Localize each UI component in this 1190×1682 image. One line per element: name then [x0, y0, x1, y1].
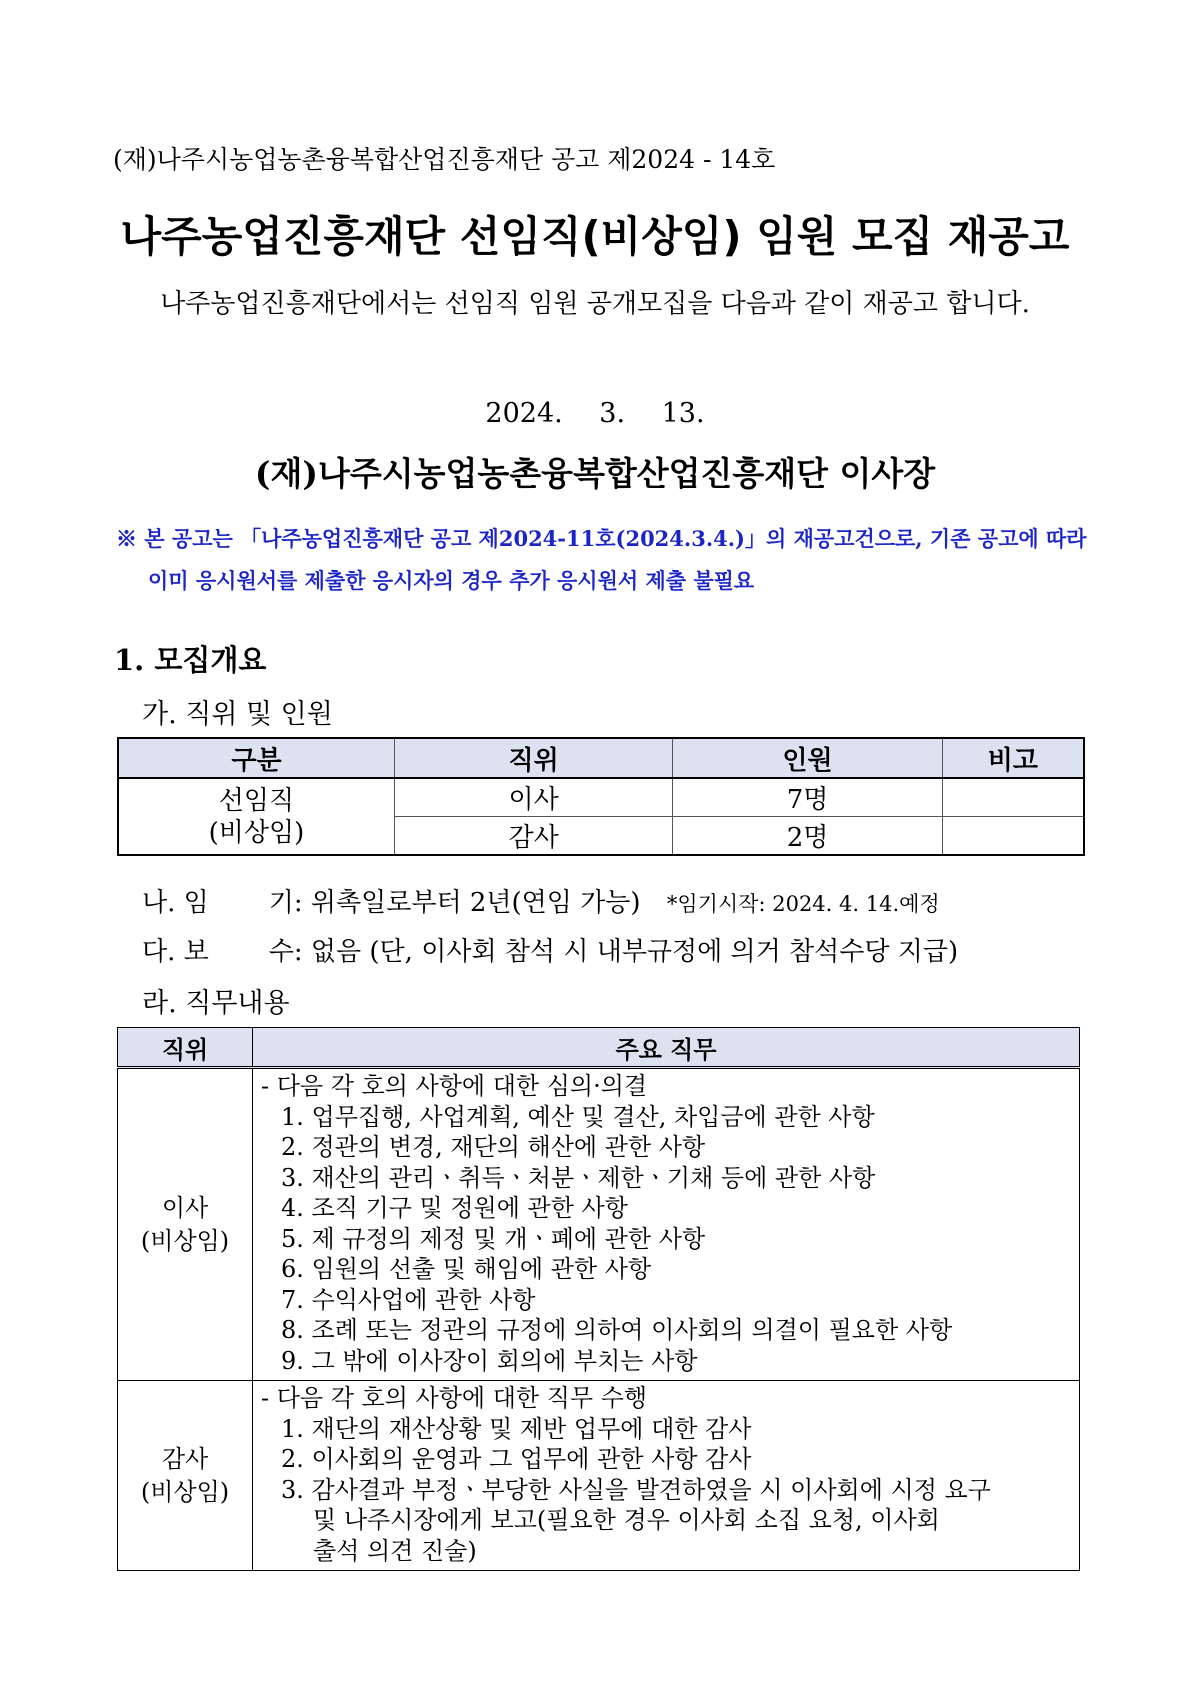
- term-label-end: 기:: [268, 888, 303, 918]
- duty-item: 6. 임원의 선출 및 해임에 관한 사항: [281, 1255, 652, 1283]
- role-cell-director: [118, 1068, 253, 1381]
- duty-intro: - 다음 각 호의 사항에 대한 직무 수행: [261, 1384, 648, 1412]
- table-row: [118, 1068, 1080, 1381]
- category-label: 선임직: [218, 785, 295, 816]
- role-sub-label: (비상임): [140, 1226, 230, 1255]
- role-label: 이사: [161, 1193, 209, 1222]
- page-title: 나주농업진흥재단 선임직(비상임) 임원 모집 재공고: [120, 212, 1070, 261]
- table-header-cell: 직위: [394, 738, 672, 778]
- pay-row: [142, 931, 958, 968]
- pay-value: 없음 (단, 이사회 참석 시 내부규정에 의거 참석수당 지급): [310, 937, 959, 967]
- section-heading: 1. 모집개요: [114, 643, 267, 677]
- duty-item: 1. 업무집행, 사업계획, 예산 및 결산, 차입금에 관한 사항: [281, 1102, 875, 1131]
- duty-table: [117, 1027, 1080, 1571]
- duty-item: 8. 조례 또는 정관의 규정에 의하여 이사회의 의결이 필요한 사항: [281, 1316, 953, 1344]
- role-label: 감사: [161, 1444, 209, 1473]
- duties-cell-director: [253, 1068, 1080, 1381]
- re-notice-line-2: 이미 응시원서를 제출한 응시자의 경우 추가 응시원서 제출 불필요: [148, 568, 755, 593]
- term-label-prefix: 나. 임: [142, 888, 209, 918]
- duty-item: 3. 재산의 관리ㆍ취득ㆍ처분ㆍ제한ㆍ기채 등에 관한 사항: [281, 1163, 876, 1192]
- duty-item: 5. 제 규정의 제정 및 개ㆍ폐에 관한 사항: [281, 1224, 706, 1253]
- table-row: [118, 1381, 1080, 1571]
- issuer: (재)나주시농업농촌융복합산업진흥재단 이사장: [254, 454, 936, 493]
- duty-item: 9. 그 밖에 이사장이 회의에 부치는 사항: [281, 1346, 698, 1375]
- category-cell: [118, 778, 394, 855]
- notice-date: 2024. 3. 13.: [485, 398, 705, 429]
- position-table: [117, 737, 1085, 856]
- table-header-row: [118, 1028, 1080, 1068]
- duty-item: 2. 이사회의 운영과 그 업무에 관한 사항 감사: [281, 1445, 752, 1473]
- table-header-cell: 인원: [673, 738, 942, 778]
- pay-label-prefix: 다. 보: [142, 937, 209, 967]
- duty-item: 1. 재단의 재산상황 및 제반 업무에 대한 감사: [281, 1414, 752, 1443]
- subsection-positions: 가. 직위 및 인원: [142, 699, 333, 730]
- duty-item: 4. 조직 기구 및 정원에 관한 사항: [281, 1194, 628, 1222]
- pay-label-end: 수:: [268, 937, 303, 967]
- re-notice-line-1: ※ 본 공고는 「나주농업진흥재단 공고 제2024-11호(2024.3.4.)」의 재공고건으로, 기존 공고에 따라: [116, 526, 1087, 551]
- position-cell: 이사: [394, 778, 672, 817]
- table-header-cell: 구분: [118, 738, 394, 778]
- role-cell-auditor: [118, 1381, 253, 1571]
- duty-item-continuation: 출석 의견 진술): [313, 1536, 477, 1565]
- role-sub-label: (비상임): [140, 1477, 230, 1506]
- notice-number: (재)나주시농업농촌융복합산업진흥재단 공고 제2024 - 14호: [113, 145, 776, 174]
- table-header-cell: 주요 직무: [253, 1028, 1080, 1068]
- duty-item: 7. 수익사업에 관한 사항: [281, 1285, 536, 1314]
- intro-text: 나주농업진흥재단에서는 선임직 임원 공개모집을 다음과 같이 재공고 합니다.: [160, 289, 1030, 319]
- duty-item-continuation: 및 나주시장에게 보고(필요한 경우 이사회 소집 요청, 이사회: [313, 1506, 940, 1534]
- table-header-row: [118, 738, 1084, 778]
- count-cell: 2명: [673, 817, 942, 856]
- duties-cell-auditor: [253, 1381, 1080, 1571]
- term-row: [142, 882, 940, 919]
- table-header-cell: 비고: [942, 738, 1084, 778]
- term-value: 위촉일로부터 2년(연임 가능): [310, 888, 641, 918]
- note-cell: [942, 817, 1084, 856]
- note-cell: [942, 778, 1084, 817]
- position-cell: 감사: [394, 817, 672, 856]
- category-sub-label: (비상임): [208, 817, 305, 848]
- duty-item: 3. 감사결과 부정ㆍ부당한 사실을 발견하였을 시 이사회에 시정 요구: [281, 1475, 991, 1504]
- duty-intro: - 다음 각 호의 사항에 대한 심의·의결: [261, 1072, 648, 1100]
- term-start-note: *임기시작: 2024. 4. 14.예정: [666, 892, 940, 916]
- count-cell: 7명: [673, 778, 942, 817]
- table-header-cell: 직위: [118, 1028, 253, 1068]
- table-row: [118, 778, 1084, 817]
- duty-item: 2. 정관의 변경, 재단의 해산에 관한 사항: [281, 1133, 706, 1161]
- subsection-duties: 라. 직무내용: [142, 988, 290, 1019]
